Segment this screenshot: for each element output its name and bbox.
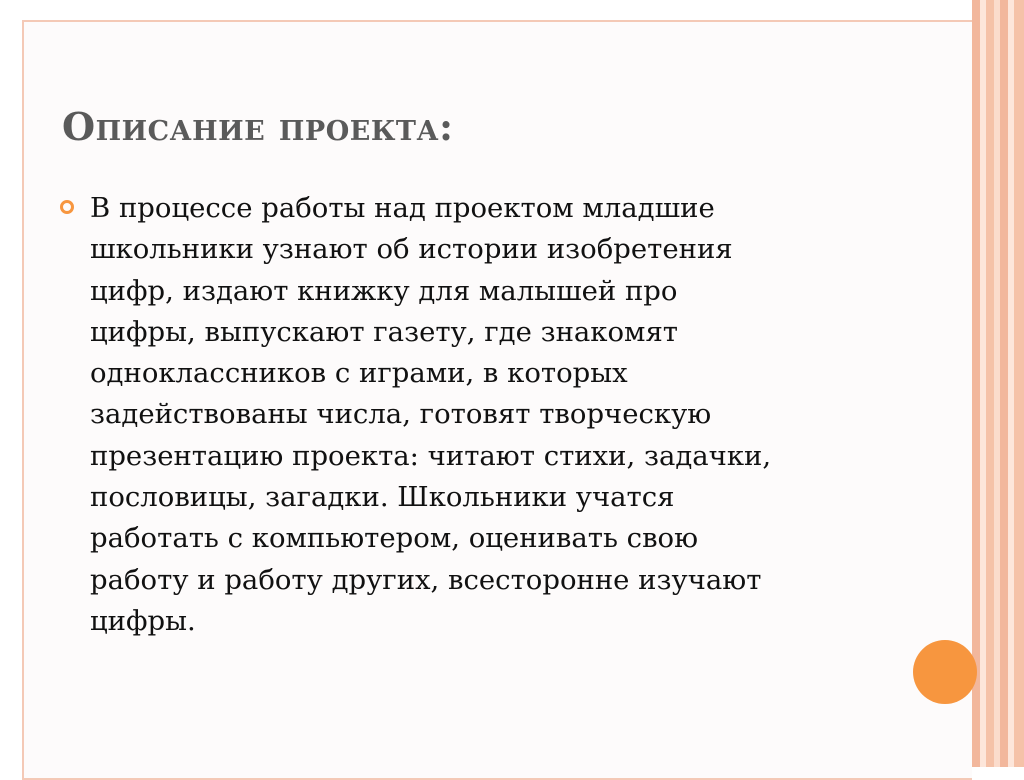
body-line-6: задействованы числа, готовят творческую — [90, 398, 712, 431]
body-line-11: цифры. — [90, 604, 196, 637]
body-line-7: презентацию проекта: читают стихи, задачки, — [90, 439, 772, 472]
stripe-7 — [1014, 0, 1024, 767]
body-line-3: цифр, издают книжку для малышей про — [90, 274, 678, 307]
stripe-1 — [972, 0, 980, 767]
body-line-4: цифры, выпускают газету, где знакомят — [90, 315, 679, 348]
body-line-9: работать с компьютером, оценивать свою — [90, 522, 699, 555]
body-line-1: В процессе работы над проектом младшие — [90, 192, 715, 224]
decorative-circle-icon — [913, 640, 977, 704]
stripe-3 — [986, 0, 994, 767]
slide-title: Описание проекта: — [62, 104, 454, 149]
bullet-text — [90, 188, 771, 642]
right-decorative-stripes — [972, 0, 1024, 767]
stripe-5 — [1000, 0, 1008, 767]
body-line-8: пословицы, загадки. Школьники учатся — [90, 481, 675, 514]
body-line-2: школьники узнают об истории изобретения — [90, 233, 733, 266]
body-line-10: работу и работу других, всесторонне изучают — [90, 563, 762, 596]
body-line-5: одноклассников с играми, в которых — [90, 357, 628, 390]
circle-bullet-icon — [60, 200, 74, 214]
bullet-item — [60, 188, 860, 642]
